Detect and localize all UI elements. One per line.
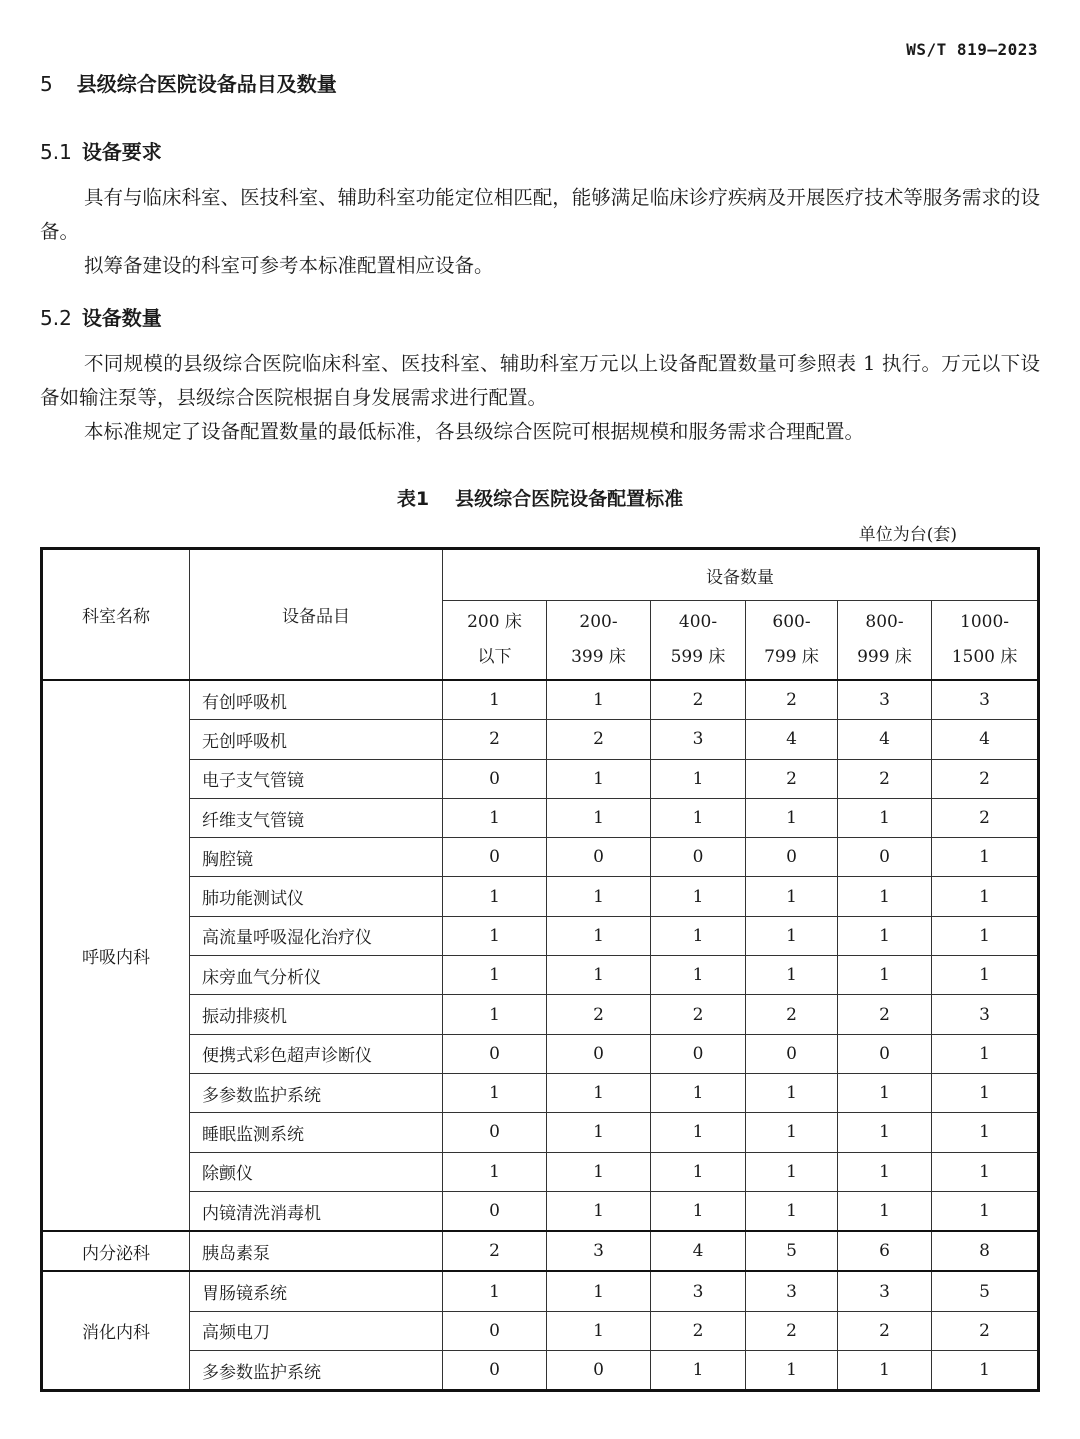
table-row xyxy=(42,1231,1039,1271)
quantity-cell: 2 xyxy=(746,1311,838,1350)
quantity-cell: 1 xyxy=(547,877,651,916)
quantity-cell: 0 xyxy=(651,1034,746,1073)
quantity-cell: 1 xyxy=(443,877,547,916)
quantity-cell: 0 xyxy=(443,1191,547,1231)
quantity-cell: 1 xyxy=(443,956,547,995)
quantity-cell: 2 xyxy=(443,720,547,759)
quantity-cell: 2 xyxy=(932,798,1039,837)
table-row xyxy=(42,877,1039,916)
quantity-cell: 1 xyxy=(443,1271,547,1311)
quantity-cell: 4 xyxy=(651,1231,746,1271)
subsection-title: 设备要求 xyxy=(81,140,162,164)
quantity-cell: 1 xyxy=(547,798,651,837)
header-bed-size xyxy=(547,601,651,681)
quantity-cell: 1 xyxy=(932,1191,1039,1231)
quantity-cell: 1 xyxy=(838,798,932,837)
quantity-cell: 0 xyxy=(443,1351,547,1391)
quantity-cell: 1 xyxy=(932,838,1039,877)
header-bed-size xyxy=(443,601,547,681)
header-bed-size-line: 800- xyxy=(865,612,904,632)
quantity-cell: 3 xyxy=(651,1271,746,1311)
quantity-cell: 3 xyxy=(746,1271,838,1311)
quantity-cell: 1 xyxy=(838,1113,932,1152)
equipment-item: 电子支气管镜 xyxy=(190,759,443,798)
quantity-cell: 3 xyxy=(838,1271,932,1311)
equipment-item: 有创呼吸机 xyxy=(190,680,443,720)
quantity-cell: 2 xyxy=(746,759,838,798)
quantity-cell: 2 xyxy=(838,759,932,798)
quantity-cell: 3 xyxy=(838,680,932,720)
quantity-cell: 2 xyxy=(932,1311,1039,1350)
header-bed-size-line: 200 床 xyxy=(467,612,522,632)
quantity-cell: 1 xyxy=(932,877,1039,916)
paragraph-5-2-b: 本标准规定了设备配置数量的最低标准，各县级综合医院可根据规模和服务需求合理配置。 xyxy=(84,420,865,443)
quantity-cell: 0 xyxy=(547,838,651,877)
quantity-cell: 1 xyxy=(651,877,746,916)
quantity-cell: 1 xyxy=(443,1073,547,1112)
quantity-cell: 1 xyxy=(746,916,838,955)
quantity-cell: 0 xyxy=(443,759,547,798)
quantity-cell: 1 xyxy=(651,1152,746,1191)
header-bed-size-line: 400- xyxy=(678,612,718,632)
equipment-item: 内镜清洗消毒机 xyxy=(190,1191,443,1231)
table-row xyxy=(42,759,1039,798)
quantity-cell: 1 xyxy=(746,956,838,995)
quantity-cell: 3 xyxy=(932,680,1039,720)
table-caption xyxy=(0,484,1080,511)
equipment-item: 多参数监护系统 xyxy=(190,1073,443,1112)
quantity-cell: 1 xyxy=(651,759,746,798)
quantity-cell: 6 xyxy=(838,1231,932,1271)
quantity-cell: 1 xyxy=(443,916,547,955)
subsection-5-2-heading xyxy=(40,302,162,331)
section-title: 县级综合医院设备品目及数量 xyxy=(76,72,337,96)
header-bed-size-line: 399 床 xyxy=(571,647,626,667)
quantity-cell: 1 xyxy=(651,1073,746,1112)
equipment-config-table xyxy=(40,547,1040,1392)
quantity-cell: 3 xyxy=(651,720,746,759)
quantity-cell: 1 xyxy=(746,1191,838,1231)
quantity-cell: 0 xyxy=(443,838,547,877)
equipment-item: 胰岛素泵 xyxy=(190,1231,443,1271)
quantity-cell: 1 xyxy=(651,956,746,995)
dept-name: 内分泌科 xyxy=(42,1231,190,1271)
section-5-heading xyxy=(40,68,337,97)
quantity-cell: 0 xyxy=(746,1034,838,1073)
equipment-item: 胸腔镜 xyxy=(190,838,443,877)
quantity-cell: 1 xyxy=(932,1073,1039,1112)
quantity-cell: 1 xyxy=(746,798,838,837)
table-row xyxy=(42,1351,1039,1391)
equipment-item: 振动排痰机 xyxy=(190,995,443,1034)
header-bed-size-line: 600- xyxy=(772,612,811,632)
quantity-cell: 1 xyxy=(932,1113,1039,1152)
quantity-cell: 1 xyxy=(838,1073,932,1112)
quantity-cell: 1 xyxy=(746,1152,838,1191)
quantity-cell: 0 xyxy=(838,1034,932,1073)
paragraph-5-1-b: 拟筹备建设的科室可参考本标准配置相应设备。 xyxy=(84,254,494,277)
equipment-item: 肺功能测试仪 xyxy=(190,877,443,916)
quantity-cell: 1 xyxy=(443,798,547,837)
quantity-cell: 1 xyxy=(443,1152,547,1191)
header-item: 设备品目 xyxy=(190,549,443,681)
dept-name: 呼吸内科 xyxy=(42,680,190,1231)
quantity-cell: 3 xyxy=(547,1231,651,1271)
quantity-cell: 1 xyxy=(651,1191,746,1231)
quantity-cell: 1 xyxy=(443,995,547,1034)
quantity-cell: 1 xyxy=(838,956,932,995)
table-row xyxy=(42,995,1039,1034)
subsection-number: 5.2 xyxy=(40,306,72,330)
quantity-cell: 1 xyxy=(746,1073,838,1112)
quantity-cell: 1 xyxy=(651,916,746,955)
subsection-number: 5.1 xyxy=(40,140,72,164)
quantity-cell: 1 xyxy=(932,916,1039,955)
quantity-cell: 1 xyxy=(651,798,746,837)
equipment-item: 胃肠镜系统 xyxy=(190,1271,443,1311)
table-row xyxy=(42,1034,1039,1073)
table-row xyxy=(42,1073,1039,1112)
table-title: 县级综合医院设备配置标准 xyxy=(455,488,684,510)
equipment-item: 无创呼吸机 xyxy=(190,720,443,759)
quantity-cell: 1 xyxy=(746,877,838,916)
header-bed-size-line: 1500 床 xyxy=(951,647,1018,667)
table-row xyxy=(42,1191,1039,1231)
quantity-cell: 1 xyxy=(547,916,651,955)
table-row xyxy=(42,1152,1039,1191)
table-number: 表1 xyxy=(396,488,430,510)
header-quantity: 设备数量 xyxy=(443,549,1039,601)
quantity-cell: 3 xyxy=(932,995,1039,1034)
header-bed-size-line: 999 床 xyxy=(857,647,912,667)
quantity-cell: 4 xyxy=(932,720,1039,759)
quantity-cell: 0 xyxy=(838,838,932,877)
equipment-item: 除颤仪 xyxy=(190,1152,443,1191)
quantity-cell: 2 xyxy=(838,1311,932,1350)
quantity-cell: 1 xyxy=(932,1034,1039,1073)
quantity-cell: 1 xyxy=(746,1351,838,1391)
quantity-cell: 1 xyxy=(932,1152,1039,1191)
table-row xyxy=(42,838,1039,877)
section-number: 5 xyxy=(40,72,53,96)
quantity-cell: 1 xyxy=(547,1191,651,1231)
table-row xyxy=(42,1271,1039,1311)
table-row xyxy=(42,916,1039,955)
equipment-item: 睡眠监测系统 xyxy=(190,1113,443,1152)
quantity-cell: 1 xyxy=(547,1113,651,1152)
dept-name: 消化内科 xyxy=(42,1271,190,1390)
quantity-cell: 0 xyxy=(443,1113,547,1152)
equipment-item: 高频电刀 xyxy=(190,1311,443,1350)
table-row xyxy=(42,956,1039,995)
quantity-cell: 1 xyxy=(838,1351,932,1391)
quantity-cell: 0 xyxy=(746,838,838,877)
quantity-cell: 2 xyxy=(746,680,838,720)
equipment-item: 便携式彩色超声诊断仪 xyxy=(190,1034,443,1073)
quantity-cell: 1 xyxy=(932,1351,1039,1391)
quantity-cell: 8 xyxy=(932,1231,1039,1271)
quantity-cell: 2 xyxy=(932,759,1039,798)
quantity-cell: 2 xyxy=(651,680,746,720)
subsection-title: 设备数量 xyxy=(81,306,162,330)
quantity-cell: 0 xyxy=(651,838,746,877)
paragraph-5-2-a: 不同规模的县级综合医院临床科室、医技科室、辅助科室万元以上设备配置数量可参照表 1 执行。万元以下设备如输注泵等，县级综合医院根据自身发展需求进行配置。 xyxy=(40,352,1040,409)
header-bed-size xyxy=(838,601,932,681)
subsection-5-1-heading xyxy=(40,136,162,165)
quantity-cell: 2 xyxy=(838,995,932,1034)
quantity-cell: 2 xyxy=(651,995,746,1034)
table-row xyxy=(42,1113,1039,1152)
table-row xyxy=(42,680,1039,720)
table-row xyxy=(42,1311,1039,1350)
quantity-cell: 1 xyxy=(746,1113,838,1152)
quantity-cell: 0 xyxy=(547,1351,651,1391)
header-bed-size-line: 799 床 xyxy=(764,647,819,667)
table-row xyxy=(42,720,1039,759)
table-row xyxy=(42,798,1039,837)
quantity-cell: 1 xyxy=(443,680,547,720)
header-bed-size-line: 以下 xyxy=(477,647,512,667)
quantity-cell: 1 xyxy=(547,1271,651,1311)
quantity-cell: 0 xyxy=(443,1311,547,1350)
header-dept: 科室名称 xyxy=(42,549,190,681)
quantity-cell: 1 xyxy=(651,1113,746,1152)
quantity-cell: 1 xyxy=(547,1073,651,1112)
equipment-item: 纤维支气管镜 xyxy=(190,798,443,837)
equipment-item: 床旁血气分析仪 xyxy=(190,956,443,995)
quantity-cell: 1 xyxy=(932,956,1039,995)
quantity-cell: 1 xyxy=(838,916,932,955)
equipment-item: 高流量呼吸湿化治疗仪 xyxy=(190,916,443,955)
quantity-cell: 1 xyxy=(651,1351,746,1391)
table-unit-note: 单位为台(套) xyxy=(858,525,957,545)
quantity-cell: 5 xyxy=(932,1271,1039,1311)
quantity-cell: 2 xyxy=(547,720,651,759)
quantity-cell: 4 xyxy=(838,720,932,759)
document-code: WS/T 819—2023 xyxy=(906,40,1038,59)
quantity-cell: 4 xyxy=(746,720,838,759)
quantity-cell: 0 xyxy=(547,1034,651,1073)
equipment-item: 多参数监护系统 xyxy=(190,1351,443,1391)
quantity-cell: 1 xyxy=(547,1311,651,1350)
quantity-cell: 1 xyxy=(838,1152,932,1191)
quantity-cell: 2 xyxy=(746,995,838,1034)
header-bed-size-line: 200- xyxy=(579,612,618,632)
quantity-cell: 2 xyxy=(547,995,651,1034)
quantity-cell: 2 xyxy=(443,1231,547,1271)
header-bed-size xyxy=(932,601,1039,681)
quantity-cell: 1 xyxy=(838,877,932,916)
quantity-cell: 2 xyxy=(651,1311,746,1350)
quantity-cell: 1 xyxy=(547,759,651,798)
quantity-cell: 5 xyxy=(746,1231,838,1271)
quantity-cell: 1 xyxy=(547,1152,651,1191)
paragraph-5-1-a: 具有与临床科室、医技科室、辅助科室功能定位相匹配，能够满足临床诊疗疾病及开展医疗技术等服务需求的设备。 xyxy=(40,186,1040,243)
quantity-cell: 1 xyxy=(547,956,651,995)
quantity-cell: 1 xyxy=(838,1191,932,1231)
header-bed-size-line: 599 床 xyxy=(670,647,726,667)
quantity-cell: 1 xyxy=(547,680,651,720)
header-bed-size xyxy=(651,601,746,681)
header-bed-size-line: 1000- xyxy=(960,612,1010,632)
header-bed-size xyxy=(746,601,838,681)
quantity-cell: 0 xyxy=(443,1034,547,1073)
